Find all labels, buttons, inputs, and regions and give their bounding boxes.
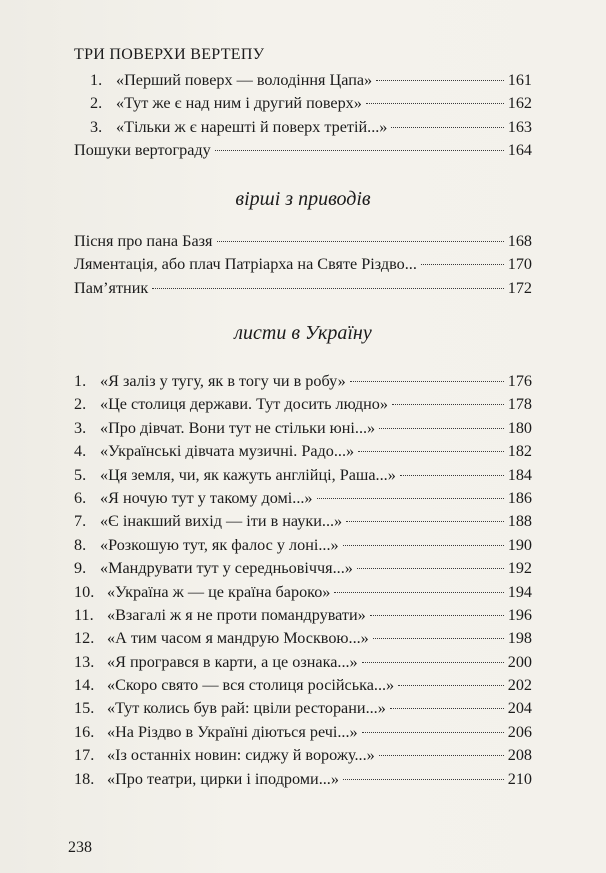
toc-entry[interactable] <box>74 230 532 253</box>
dot-leader <box>400 475 504 476</box>
entry-page: 192 <box>507 559 532 578</box>
page-number: 238 <box>68 839 92 856</box>
entry-number: 8. <box>74 535 87 554</box>
toc-entry[interactable] <box>74 417 532 440</box>
toc-entry[interactable] <box>74 440 532 463</box>
entry-number: 10. <box>74 582 95 601</box>
toc-entry[interactable] <box>74 253 532 276</box>
entry-number: 11. <box>74 605 94 624</box>
entry-title: «Це столиця держави. Тут досить людно» <box>100 395 388 414</box>
entry-number: 18. <box>74 769 95 788</box>
entry-title: Пісня про пана Базя <box>74 232 213 250</box>
entry-title: «Тут колись був рай: цвіли ресторани...» <box>107 699 386 718</box>
entry-page: 170 <box>507 255 532 274</box>
entry-title: «Ця земля, чи, як кажуть англійці, Раша...» <box>100 465 396 484</box>
dot-leader <box>317 498 504 499</box>
entry-page: 190 <box>507 535 532 554</box>
toc-entry[interactable] <box>74 744 532 767</box>
entry-title: «Тут же є над ним і другий поверх» <box>116 94 362 113</box>
entry-number: 1. <box>90 71 103 89</box>
dot-leader <box>379 755 504 756</box>
entry-number: 14. <box>74 676 95 695</box>
entry-page: 198 <box>507 629 532 648</box>
entry-page: 161 <box>507 71 532 89</box>
entry-title: «Про дівчат. Вони тут не стільки юні...» <box>100 418 376 437</box>
dot-leader <box>421 264 504 265</box>
entry-page: 164 <box>507 141 532 160</box>
toc-entry[interactable] <box>74 464 532 487</box>
toc-entry[interactable] <box>74 768 532 791</box>
dot-leader <box>376 80 504 81</box>
entry-title: «Із останніх новин: сиджу й ворожу...» <box>107 746 375 765</box>
entry-page: 180 <box>507 418 532 437</box>
entry-title: «Є інакший вихід — іти в науки...» <box>100 512 343 531</box>
toc-entry[interactable] <box>74 674 532 697</box>
entry-number: 17. <box>74 746 95 765</box>
entry-page: 163 <box>507 117 532 136</box>
entry-title: «Скоро свято — вся столиця російська...» <box>107 676 395 695</box>
entry-title: «А тим часом я мандрую Москвою...» <box>107 629 369 648</box>
entry-title: «Я програвся в карти, а це ознака...» <box>107 652 358 671</box>
dot-leader <box>343 545 504 546</box>
entry-page: 210 <box>507 769 532 788</box>
toc-entry[interactable] <box>74 510 532 533</box>
entry-title: «Тільки ж є нарешті й поверх третій...» <box>116 117 388 136</box>
entry-title: «Українські дівчата музичні. Радо...» <box>100 442 355 461</box>
dot-leader <box>379 428 504 429</box>
entry-page: 208 <box>507 746 532 765</box>
entry-number: 7. <box>74 512 87 531</box>
toc-entry[interactable] <box>74 139 532 162</box>
entry-number: 5. <box>74 465 87 484</box>
dot-leader <box>217 241 504 242</box>
entry-page: 194 <box>507 582 532 601</box>
entry-title: Пам’ятник <box>74 278 149 297</box>
section-title-verses: вірші з приводів <box>235 188 371 210</box>
dot-leader <box>373 638 504 639</box>
entry-title: «Я заліз у тугу, як в тогу чи в робу» <box>100 372 346 390</box>
toc-entry[interactable] <box>74 116 532 139</box>
entry-title: «На Різдво в Україні діються речі...» <box>107 722 358 741</box>
toc-entry[interactable] <box>74 697 532 720</box>
entry-page: 202 <box>507 676 532 695</box>
dot-leader <box>392 404 504 405</box>
toc-entry[interactable] <box>74 534 532 557</box>
entry-number: 1. <box>74 372 87 390</box>
dot-leader <box>334 592 503 593</box>
entry-number: 4. <box>74 442 87 461</box>
dot-leader <box>362 662 504 663</box>
entry-number: 3. <box>90 117 103 136</box>
entry-page: 182 <box>507 442 532 461</box>
dot-leader <box>366 103 504 104</box>
toc-entry[interactable] <box>74 557 532 580</box>
entry-page: 196 <box>507 605 532 624</box>
toc-section-letters <box>74 370 532 791</box>
section-heading: ТРИ ПОВЕРХИ ВЕРТЕПУ <box>74 46 265 63</box>
toc-entry[interactable] <box>74 277 532 300</box>
entry-title: «Розкошую тут, як фалос у лоні...» <box>100 535 339 554</box>
entry-number: 3. <box>74 418 87 437</box>
dot-leader <box>215 150 504 151</box>
section-title-letters: листи в Україну <box>234 322 372 344</box>
dot-leader <box>398 685 504 686</box>
entry-page: 172 <box>507 278 532 297</box>
entry-page: 186 <box>507 488 532 507</box>
entry-page: 206 <box>507 722 532 741</box>
toc-section-verses <box>74 230 532 300</box>
dot-leader <box>346 521 504 522</box>
dot-leader <box>391 127 503 128</box>
toc-entry[interactable] <box>74 370 532 393</box>
toc-entry[interactable] <box>74 721 532 744</box>
entry-title: «Я ночую тут у такому домі...» <box>100 488 313 507</box>
toc-entry[interactable] <box>74 92 532 115</box>
entry-title: Ляментація, або плач Патріарха на Святе Різдво... <box>74 255 417 274</box>
entry-title: «Взагалі ж я не проти помандрувати» <box>107 605 366 624</box>
entry-number: 15. <box>74 699 95 718</box>
dot-leader <box>390 708 504 709</box>
toc-entry[interactable] <box>74 627 532 650</box>
entry-page: 168 <box>507 232 532 250</box>
entry-page: 188 <box>507 512 532 531</box>
entry-page: 162 <box>507 94 532 113</box>
toc-entry[interactable] <box>74 393 532 416</box>
toc-entry[interactable] <box>74 69 532 92</box>
toc-entry[interactable] <box>74 651 532 674</box>
entry-page: 178 <box>507 395 532 414</box>
entry-page: 200 <box>507 652 532 671</box>
toc-entry[interactable] <box>74 487 532 510</box>
entry-number: 13. <box>74 652 95 671</box>
dot-leader <box>357 568 504 569</box>
entry-number: 2. <box>74 395 87 414</box>
entry-number: 16. <box>74 722 95 741</box>
entry-title: «Україна ж — це країна бароко» <box>107 582 331 601</box>
entry-number: 2. <box>90 94 103 113</box>
dot-leader <box>350 381 504 382</box>
toc-entry[interactable] <box>74 604 532 627</box>
entry-page: 204 <box>507 699 532 718</box>
entry-title: «Мандрувати тут у середньовіччя...» <box>100 559 353 578</box>
entry-page: 184 <box>507 465 532 484</box>
entry-number: 12. <box>74 629 95 648</box>
toc-entry[interactable] <box>74 581 532 604</box>
toc-section-vertep <box>74 44 532 163</box>
dot-leader <box>358 451 504 452</box>
entry-title: «Про театри, цирки і іподроми...» <box>107 769 339 788</box>
entry-number: 6. <box>74 488 87 507</box>
dot-leader <box>343 779 504 780</box>
dot-leader <box>362 732 504 733</box>
entry-title: «Перший поверх — володіння Цапа» <box>116 71 373 89</box>
entry-title: Пошуки вертограду <box>74 141 211 160</box>
dot-leader <box>370 615 504 616</box>
dot-leader <box>152 288 503 289</box>
entry-page: 176 <box>507 372 532 390</box>
entry-number: 9. <box>74 559 87 578</box>
